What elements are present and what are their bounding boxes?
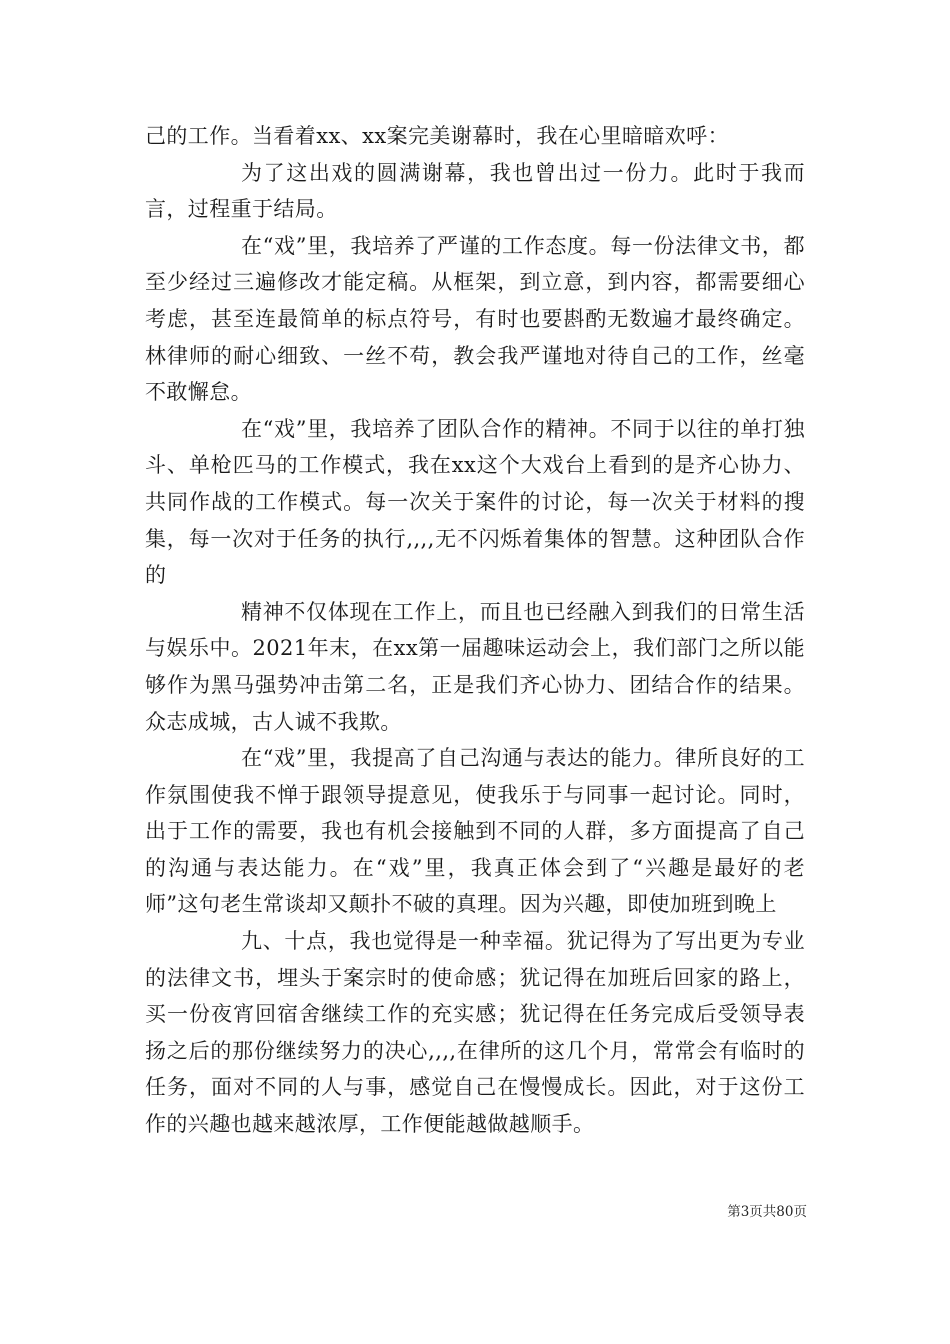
page-number-footer: 第3页共80页 <box>727 1204 807 1220</box>
document-body <box>145 118 805 1143</box>
paragraph-3: 在“戏”里，我培养了严谨的工作态度。每一份法律文书，都至少经过三遍修改才能定稿。从框架，到立意，到内容，都需要细心考虑，甚至连最简单的标点符号，有时也要斟酌无数遍才最终确定。林律师的耐心细致、一丝不苟，教会我严谨地对待自己的工作，丝毫不敢懈怠。 <box>145 233 805 405</box>
paragraph-5: 精神不仅体现在工作上，而且也已经融入到我们的日常生活与娱乐中。2021年末，在xx第一届趣味运动会上，我们部门之所以能够作为黑马强势冲击第二名，正是我们齐心协力、团结合作的结果。众志成城，古人诚不我欺。 <box>145 599 805 734</box>
paragraph-6: 在“戏”里，我提高了自己沟通与表达的能力。律所良好的工作氛围使我不惮于跟领导提意见，使我乐于与同事一起讨论。同时，出于工作的需要，我也有机会接触到不同的人群，多方面提高了自己的沟通与表达能力。在“戏”里，我真正体会到了“兴趣是最好的老师”这句老生常谈却又颠扑不破的真理。因为兴趣，即使加班到晚上 <box>145 746 805 917</box>
paragraph-2: 为了这出戏的圆满谢幕，我也曾出过一份力。此时于我而言，过程重于结局。 <box>145 160 805 222</box>
paragraph-4: 在“戏”里，我培养了团队合作的精神。不同于以往的单打独斗、单枪匹马的工作模式，我在xx这个大戏台上看到的是齐心协力、共同作战的工作模式。每一次关于案件的讨论，每一次关于材料的搜集，每一次对于任务的执行,,,,无不闪烁着集体的智慧。这种团队合作的 <box>145 416 805 588</box>
paragraph-7: 九、十点，我也觉得是一种幸福。犹记得为了写出更为专业的法律文书，埋头于案宗时的使命感；犹记得在加班后回家的路上，买一份夜宵回宿舍继续工作的充实感；犹记得在任务完成后受领导表扬之后的那份继续努力的决心,,,,在律所的这几个月，常常会有临时的任务，面对不同的人与事，感觉自己在慢慢成长。因此，对于这份工作的兴趣也越来越浓厚，工作便能越做越顺手。 <box>145 929 805 1137</box>
paragraph-1: 己的工作。当看着xx、xx案完美谢幕时，我在心里暗暗欢呼： <box>145 124 729 148</box>
